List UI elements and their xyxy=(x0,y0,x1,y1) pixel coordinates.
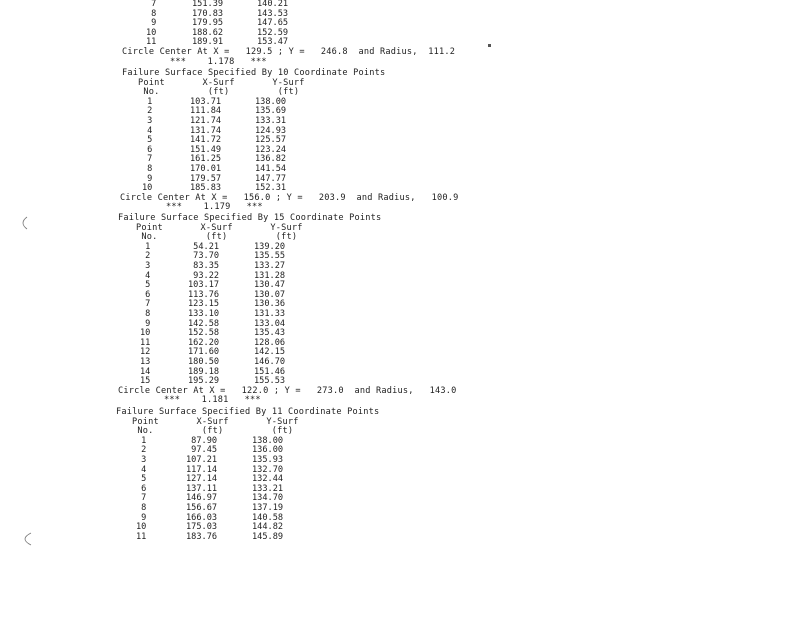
point-number: 10 xyxy=(136,522,147,533)
x-surf-value: 179.95 xyxy=(192,18,224,29)
y-surf-value: 130.47 xyxy=(254,280,286,291)
x-surf-value: 151.49 xyxy=(190,144,222,155)
x-surf-value: 183.76 xyxy=(186,531,218,542)
y-surf-value: 135.69 xyxy=(255,106,287,117)
column-header: Point X-Surf Y-Surf xyxy=(136,222,303,233)
x-surf-value: 185.83 xyxy=(190,183,222,194)
x-surf-value: 123.15 xyxy=(188,299,220,310)
x-surf-value: 137.11 xyxy=(186,483,218,494)
point-number: 9 xyxy=(142,173,153,184)
y-surf-value: 140.21 xyxy=(257,0,289,9)
y-surf-value: 128.06 xyxy=(254,337,286,348)
point-number: 2 xyxy=(136,445,147,456)
y-surf-value: 138.00 xyxy=(252,435,284,446)
column-units: No. (ft) (ft) xyxy=(138,87,300,98)
x-surf-value: 141.72 xyxy=(190,135,222,146)
column-units: No. (ft) (ft) xyxy=(136,232,298,243)
scan-speck xyxy=(488,44,491,47)
y-surf-value: 135.55 xyxy=(254,251,286,262)
punch-hole-mark xyxy=(18,216,28,230)
x-surf-value: 73.70 xyxy=(188,251,220,262)
point-number: 4 xyxy=(140,270,151,281)
section-title: Failure Surface Specified By 11 Coordinate Points xyxy=(116,407,380,417)
x-surf-value: 107.21 xyxy=(186,455,218,465)
factor-of-safety: *** 1.179 *** xyxy=(166,202,263,213)
point-number: 3 xyxy=(136,455,147,465)
section-title: Failure Surface Specified By 15 Coordinate Points xyxy=(118,213,382,223)
point-number: 6 xyxy=(136,483,147,494)
y-surf-value: 123.24 xyxy=(255,144,287,155)
point-number: 13 xyxy=(140,357,151,367)
point-number: 11 xyxy=(146,37,157,48)
column-units: No. (ft) (ft) xyxy=(132,426,294,437)
y-surf-value: 155.53 xyxy=(254,376,286,387)
point-number: 10 xyxy=(142,183,153,194)
point-number: 8 xyxy=(146,8,157,19)
x-surf-value: 189.18 xyxy=(188,366,220,377)
point-number: 6 xyxy=(142,144,153,155)
y-surf-value: 145.89 xyxy=(252,531,284,542)
point-number: 10 xyxy=(140,328,151,339)
point-number: 2 xyxy=(140,251,151,262)
x-surf-value: 152.58 xyxy=(188,328,220,339)
point-number: 7 xyxy=(146,0,157,9)
point-number: 10 xyxy=(146,27,157,38)
point-number: 8 xyxy=(140,309,151,319)
point-number: 1 xyxy=(140,241,151,252)
y-surf-value: 133.04 xyxy=(254,318,286,329)
x-surf-value: 170.83 xyxy=(192,8,224,19)
y-surf-value: 137.19 xyxy=(252,503,284,513)
point-number: 3 xyxy=(142,116,153,126)
x-surf-value: 142.58 xyxy=(188,318,220,329)
point-number: 15 xyxy=(140,376,151,387)
y-surf-value: 134.70 xyxy=(252,493,284,504)
point-number: 5 xyxy=(140,280,151,291)
x-surf-value: 54.21 xyxy=(188,241,220,252)
y-surf-value: 136.00 xyxy=(252,445,284,456)
point-number: 8 xyxy=(142,164,153,174)
x-surf-value: 133.10 xyxy=(188,309,220,319)
y-surf-value: 132.44 xyxy=(252,474,284,485)
point-number: 9 xyxy=(140,318,151,329)
y-surf-value: 151.46 xyxy=(254,366,286,377)
x-surf-value: 161.25 xyxy=(190,154,222,165)
circle-center-line: Circle Center At X = 129.5 ; Y = 246.8 and Radius, 111.2 xyxy=(122,47,456,57)
y-surf-value: 144.82 xyxy=(252,522,284,533)
factor-of-safety: *** 1.178 *** xyxy=(170,56,267,67)
y-surf-value: 133.21 xyxy=(252,483,284,494)
y-surf-value: 138.00 xyxy=(255,96,287,107)
y-surf-value: 143.53 xyxy=(257,8,289,19)
x-surf-value: 171.60 xyxy=(188,347,220,358)
circle-center-line: Circle Center At X = 156.0 ; Y = 203.9 and Radius, 100.9 xyxy=(120,192,459,203)
x-surf-value: 189.91 xyxy=(192,37,224,48)
y-surf-value: 141.54 xyxy=(255,164,287,174)
y-surf-value: 133.31 xyxy=(255,116,287,126)
x-surf-value: 195.29 xyxy=(188,376,220,387)
x-surf-value: 180.50 xyxy=(188,357,220,367)
point-number: 12 xyxy=(140,347,151,358)
factor-of-safety: *** 1.181 *** xyxy=(164,395,261,406)
y-surf-value: 131.33 xyxy=(254,309,286,319)
column-header: Point X-Surf Y-Surf xyxy=(138,77,305,88)
x-surf-value: 127.14 xyxy=(186,474,218,485)
point-number: 1 xyxy=(136,435,147,446)
point-number: 5 xyxy=(142,135,153,146)
column-header: Point X-Surf Y-Surf xyxy=(132,416,299,427)
point-number: 9 xyxy=(146,18,157,29)
circle-center-line: Circle Center At X = 122.0 ; Y = 273.0 and Radius, 143.0 xyxy=(118,385,457,396)
point-number: 2 xyxy=(142,106,153,117)
x-surf-value: 188.62 xyxy=(192,27,224,38)
y-surf-value: 133.27 xyxy=(254,261,286,271)
point-number: 4 xyxy=(142,125,153,136)
point-number: 14 xyxy=(140,366,151,377)
y-surf-value: 140.58 xyxy=(252,512,284,523)
y-surf-value: 152.31 xyxy=(255,183,287,194)
point-number: 5 xyxy=(136,474,147,485)
point-number: 7 xyxy=(140,299,151,310)
x-surf-value: 111.84 xyxy=(190,106,222,117)
y-surf-value: 147.65 xyxy=(257,18,289,29)
y-surf-value: 125.57 xyxy=(255,135,287,146)
x-surf-value: 103.71 xyxy=(190,96,222,107)
y-surf-value: 153.47 xyxy=(257,37,289,48)
y-surf-value: 130.36 xyxy=(254,299,286,310)
x-surf-value: 175.03 xyxy=(186,522,218,533)
y-surf-value: 130.07 xyxy=(254,289,286,300)
x-surf-value: 113.76 xyxy=(188,289,220,300)
point-number: 9 xyxy=(136,512,147,523)
point-number: 11 xyxy=(140,337,151,348)
point-number: 6 xyxy=(140,289,151,300)
x-surf-value: 103.17 xyxy=(188,280,220,291)
x-surf-value: 170.01 xyxy=(190,164,222,174)
x-surf-value: 121.74 xyxy=(190,116,222,126)
y-surf-value: 124.93 xyxy=(255,125,287,136)
y-surf-value: 132.70 xyxy=(252,464,284,475)
x-surf-value: 131.74 xyxy=(190,125,222,136)
point-number: 3 xyxy=(140,261,151,271)
x-surf-value: 162.20 xyxy=(188,337,220,348)
punch-hole-mark xyxy=(18,532,32,546)
x-surf-value: 166.03 xyxy=(186,512,218,523)
x-surf-value: 179.57 xyxy=(190,173,222,184)
section-title: Failure Surface Specified By 10 Coordinate Points xyxy=(122,68,386,78)
point-number: 8 xyxy=(136,503,147,513)
y-surf-value: 136.82 xyxy=(255,154,287,165)
x-surf-value: 83.35 xyxy=(188,261,220,271)
x-surf-value: 146.97 xyxy=(186,493,218,504)
point-number: 7 xyxy=(136,493,147,504)
x-surf-value: 151.39 xyxy=(192,0,224,9)
y-surf-value: 146.70 xyxy=(254,357,286,367)
x-surf-value: 87.90 xyxy=(186,435,218,446)
y-surf-value: 142.15 xyxy=(254,347,286,358)
x-surf-value: 97.45 xyxy=(186,445,218,456)
x-surf-value: 156.67 xyxy=(186,503,218,513)
x-surf-value: 117.14 xyxy=(186,464,218,475)
y-surf-value: 147.77 xyxy=(255,173,287,184)
y-surf-value: 135.93 xyxy=(252,455,284,465)
y-surf-value: 135.43 xyxy=(254,328,286,339)
point-number: 4 xyxy=(136,464,147,475)
y-surf-value: 152.59 xyxy=(257,27,289,38)
y-surf-value: 139.20 xyxy=(254,241,286,252)
point-number: 11 xyxy=(136,531,147,542)
y-surf-value: 131.28 xyxy=(254,270,286,281)
point-number: 1 xyxy=(142,96,153,107)
x-surf-value: 93.22 xyxy=(188,270,220,281)
point-number: 7 xyxy=(142,154,153,165)
